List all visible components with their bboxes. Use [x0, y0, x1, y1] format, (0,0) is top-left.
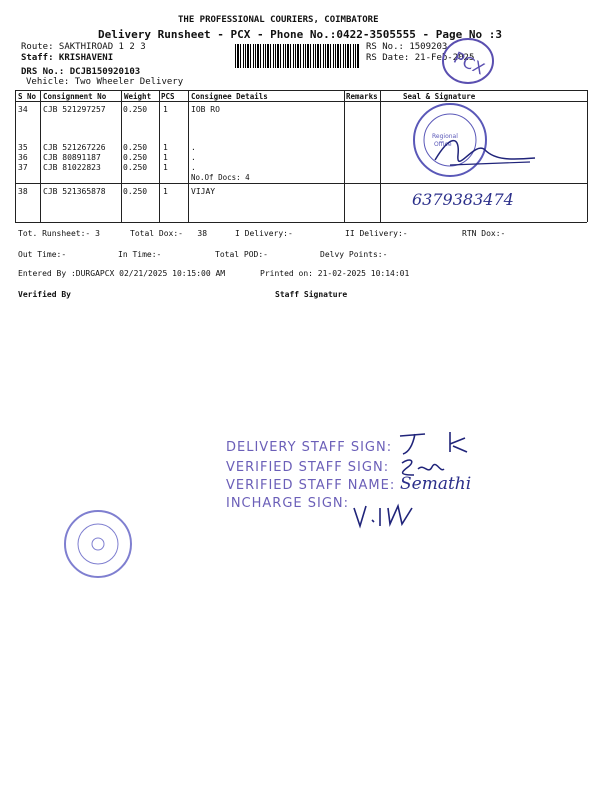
ii-delivery: II Delivery:-	[345, 229, 408, 238]
col-seal: Seal & Signature	[403, 92, 476, 101]
in-time: In Time:-	[118, 250, 162, 259]
seal-signature	[430, 130, 540, 175]
staff-signature: Staff Signature	[275, 290, 348, 299]
svg-text:Office: Office	[434, 141, 452, 148]
handwritten-phone: 6379383474	[412, 190, 514, 209]
runsheet-title: Delivery Runsheet - PCX - Phone No.:0422-3505555 - Page No :3	[98, 28, 502, 41]
out-time: Out Time:-	[18, 250, 67, 259]
route-label: Route: SAKTHIROAD 1 2 3	[21, 42, 146, 52]
delivery-staff-signature	[395, 428, 495, 458]
staff-label: Staff: KRISHAVENI	[21, 53, 114, 63]
total-dox: Total Dox:- 38	[130, 229, 208, 238]
col-consignee: Consignee Details	[191, 92, 268, 101]
col-consignment: Consignment No	[43, 92, 107, 101]
entered-by: Entered By :DURGAPCX 02/21/2025 10:15:00 AM	[18, 269, 226, 278]
rtn-dox: RTN Dox:-	[462, 229, 506, 238]
col-weight: Weight	[124, 92, 152, 101]
verified-by: Verified By	[18, 290, 71, 299]
pcx-stamp	[440, 36, 500, 88]
i-delivery: I Delivery:-	[235, 229, 293, 238]
verified-staff-sign-label: VERIFIED STAFF SIGN:	[226, 460, 390, 475]
no-of-docs: No.Of Docs: 4	[191, 173, 250, 182]
verified-staff-name-hand: Semathi	[400, 474, 472, 494]
delvy-points: Delvy Points:-	[320, 250, 388, 259]
delivery-staff-sign-label: DELIVERY STAFF SIGN:	[226, 440, 393, 455]
vehicle-label: Vehicle: Two Wheeler Delivery	[26, 77, 184, 87]
tot-runsheet: Tot. Runsheet:- 3	[18, 229, 100, 238]
round-seal-bottom	[60, 508, 136, 580]
col-sno: S No	[18, 92, 37, 101]
pcx-stamp-text: PCX	[450, 47, 488, 79]
total-pod: Total POD:-	[215, 250, 268, 259]
barcode	[235, 44, 360, 68]
incharge-signature	[350, 498, 420, 530]
col-remarks: Remarks	[346, 92, 378, 101]
verified-staff-name-label: VERIFIED STAFF NAME:	[226, 478, 396, 493]
svg-text:Regional: Regional	[432, 133, 458, 140]
incharge-sign-label: INCHARGE SIGN:	[226, 496, 350, 511]
col-pcs: PCS	[161, 92, 175, 101]
rs-date: RS Date: 21-Feb-2025	[366, 53, 475, 63]
company-name: THE PROFESSIONAL COURIERS, COIMBATORE	[178, 15, 379, 25]
drs-number: DRS No.: DCJB150920103	[21, 67, 141, 77]
printed-on: Printed on: 21-02-2025 10:14:01	[260, 269, 410, 278]
rs-number: RS No.: 1509203	[366, 42, 448, 52]
